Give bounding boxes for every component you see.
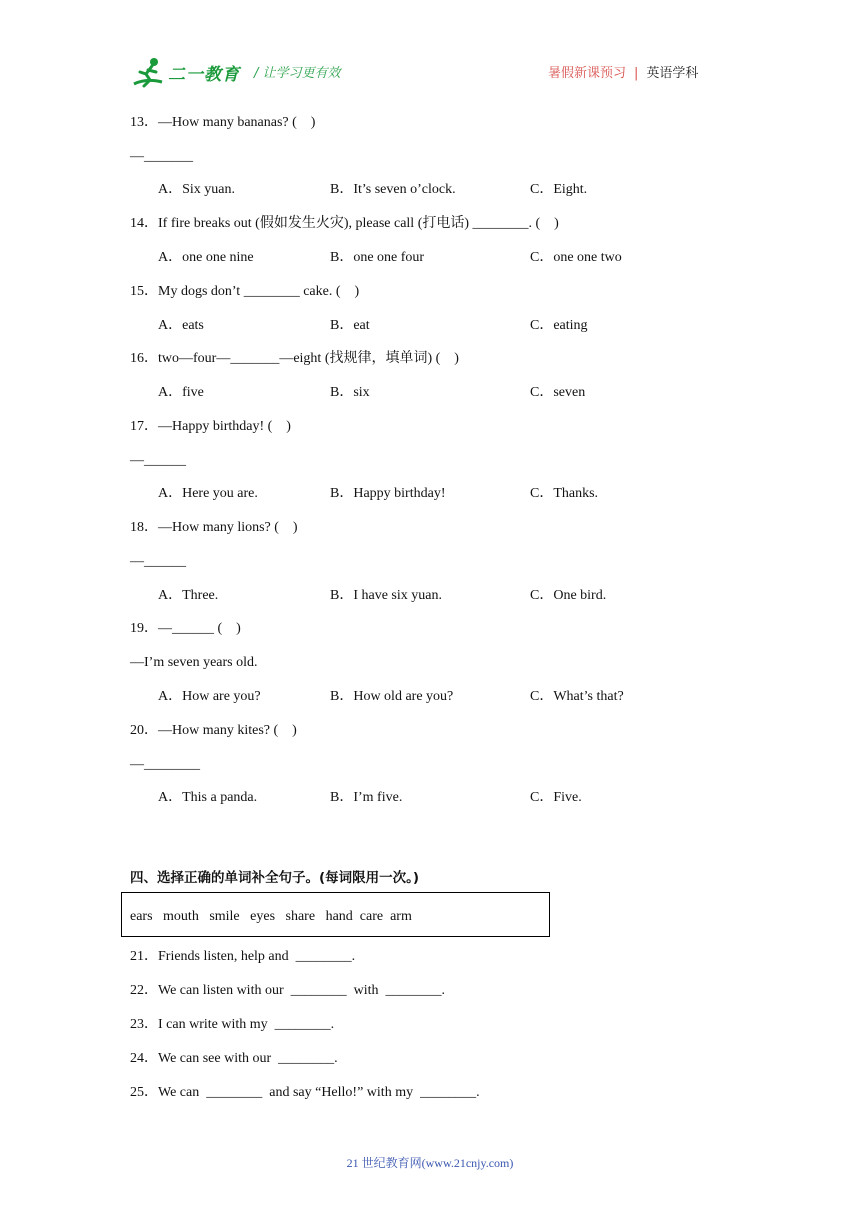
q13-option-a: A．Six yuan.	[158, 182, 235, 197]
q20-option-c: C．Five.	[530, 790, 582, 805]
course-label: 暑假新课预习	[548, 66, 627, 81]
sentence-22: 22．We can listen with our ________ with ________.	[130, 983, 446, 998]
question-20-answer-line: —________	[130, 757, 200, 772]
q17-option-a: A．Here you are.	[158, 486, 258, 501]
question-17: 17．—Happy birthday! ( )	[130, 419, 291, 434]
sentence-21: 21．Friends listen, help and ________.	[130, 949, 356, 964]
sentence-25: 25．We can ________ and say “Hello!” with my ________.	[130, 1085, 480, 1100]
q20-option-a: A．This a panda.	[158, 790, 258, 805]
q13-option-b: B．It’s seven o’clock.	[330, 182, 456, 197]
q14-option-b: B．one one four	[330, 250, 425, 265]
q19-option-c: C．What’s that?	[530, 689, 624, 704]
q15-option-a: A．eats	[158, 318, 204, 333]
q13-option-c: C．Eight.	[530, 182, 588, 197]
question-18: 18．—How many lions? ( )	[130, 520, 298, 535]
word-bank-box	[121, 892, 550, 937]
logo-text: 二一教育	[168, 65, 240, 85]
question-19: 19．—______ ( )	[130, 621, 241, 636]
section-4-title: 四、选择正确的单词补全句子。(每词限用一次。)	[130, 870, 420, 886]
q16-option-c: C．seven	[530, 385, 586, 400]
header-separator: |	[634, 66, 639, 81]
q14-option-c: C．one one two	[530, 250, 622, 265]
subject-label: 英语学科	[646, 66, 699, 81]
slogan: / 让学习更有效	[254, 66, 341, 81]
page-header	[0, 0, 860, 100]
question-13: 13．—How many bananas? ( )	[130, 115, 316, 130]
question-20: 20．—How many kites? ( )	[130, 723, 297, 738]
sentence-23: 23．I can write with my ________.	[130, 1017, 335, 1032]
q14-option-a: A．one one nine	[158, 250, 254, 265]
q19-option-a: A．How are you?	[158, 689, 261, 704]
sentence-24: 24．We can see with our ________.	[130, 1051, 338, 1066]
question-14: 14．If fire breaks out (假如发生火灾), please call (打电话) ________. ( )	[130, 216, 559, 231]
runner-logo-icon	[132, 56, 168, 90]
q20-option-b: B．I’m five.	[330, 790, 403, 805]
logo	[132, 56, 242, 90]
question-18-answer-line: —______	[130, 554, 186, 569]
word-bank: ears mouth smile eyes share hand care arm	[130, 909, 412, 924]
q18-option-a: A．Three.	[158, 588, 219, 603]
q15-option-b: B．eat	[330, 318, 370, 333]
q17-option-b: B．Happy birthday!	[330, 486, 446, 501]
q16-option-a: A．five	[158, 385, 204, 400]
page-footer: 21 世纪教育网(www.21cnjy.com)	[346, 1156, 514, 1170]
q17-option-c: C．Thanks.	[530, 486, 599, 501]
q18-option-b: B．I have six yuan.	[330, 588, 442, 603]
q15-option-c: C．eating	[530, 318, 588, 333]
question-16: 16．two—four—_______—eight (找规律，填单词) ( )	[130, 351, 459, 366]
question-19-answer-line: —I’m seven years old.	[130, 655, 258, 670]
question-13-answer-line: —_______	[130, 149, 193, 164]
question-15: 15．My dogs don’t ________ cake. ( )	[130, 284, 360, 299]
q18-option-c: C．One bird.	[530, 588, 607, 603]
header-right	[548, 62, 698, 81]
q19-option-b: B．How old are you?	[330, 689, 454, 704]
q16-option-b: B．six	[330, 385, 370, 400]
question-17-answer-line: —______	[130, 453, 186, 468]
